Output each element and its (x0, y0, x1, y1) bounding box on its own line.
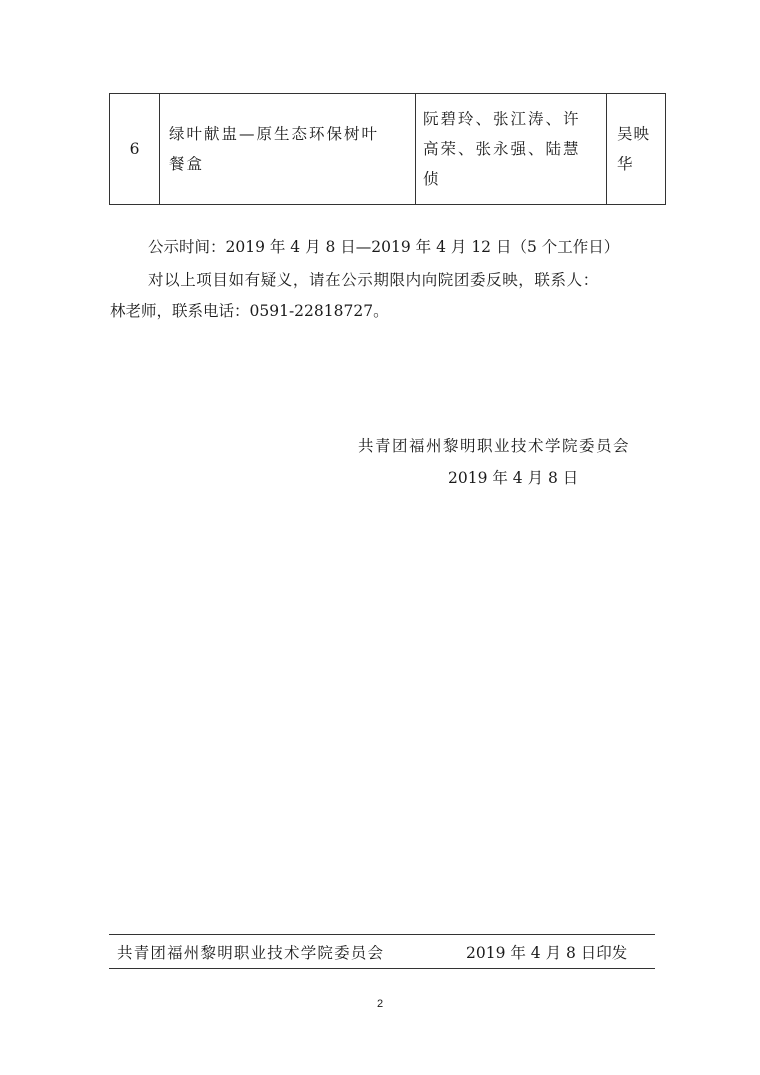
page-number: 2 (376, 998, 384, 1010)
signature-organization: 共青团福州黎明职业技术学院委员会 (358, 437, 631, 455)
team-members-line: 阮碧玲、张江涛、许 (423, 110, 581, 128)
footer-issue-date: 2019 年 4 月 8 日印发 (466, 944, 628, 962)
notice-contact-continued: 林老师，联系电话：0591-22818727。 (110, 302, 389, 320)
team-members-cell (416, 94, 607, 205)
row-number: 6 (110, 94, 160, 205)
advisor-cell: 吴映华 (607, 94, 666, 205)
project-table (109, 93, 666, 205)
table-row (110, 94, 666, 205)
footer-bottom-rule (109, 968, 655, 969)
footer-top-rule (109, 934, 655, 935)
notice-period-text: 公示时间：2019 年 4 月 8 日—2019 年 4 月 12 日（5 个工作日） (148, 238, 620, 256)
project-title-line: 餐盒 (169, 155, 205, 173)
footer-organization: 共青团福州黎明职业技术学院委员会 (117, 944, 385, 962)
project-title-cell (160, 94, 416, 205)
team-members-line: 侦 (423, 170, 441, 188)
team-members-line: 高荣、张永强、陆慧 (423, 140, 581, 158)
notice-contact-text: 对以上项目如有疑义，请在公示期限内向院团委反映，联系人： (148, 271, 599, 289)
signature-date: 2019 年 4 月 8 日 (448, 469, 579, 487)
project-title-line: 绿叶献盅—原生态环保树叶 (169, 125, 380, 143)
